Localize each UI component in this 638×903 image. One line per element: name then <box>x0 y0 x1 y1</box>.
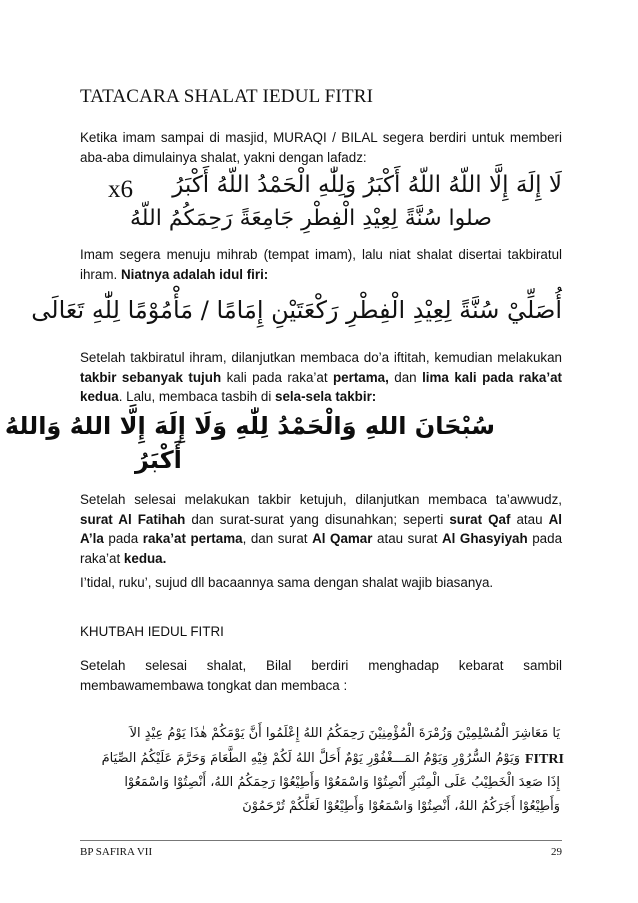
niat-arabic-line: أُصَلِّيْ سُنَّةً لِعِيْدِ الْفِطْرِ رَكْعَتَيْنِ إِمَامًا / مَأْمُوْمًا لِلّٰهِ تَعَالَى <box>31 296 562 324</box>
tasbih-line-2: أَكْبَرُ <box>135 446 182 474</box>
footer-label: BP SAFIRA VII <box>80 846 153 858</box>
footer-divider <box>80 840 562 841</box>
page-number: 29 <box>551 846 562 858</box>
khutbah-arabic-line-2: وَيَوْمُ السُّرُوْرِ وَيَوْمُ المَـــغْفُوْرِ يَوْمٌ أَحَلَّ اللهُ لَكُمْ فِيْهِ الطَّعَامَ وَحَرَّمَ عَلَيْكُمُ الصِّيَامَ <box>101 751 520 766</box>
khutbah-arabic-line-4: وَأَطِيْعُوْا أَجَرَكُمُ اللهُ، أَنْصِتُوْا وَاسْمَعُوْا وَأَطِيْعُوْا لَعَلَّكُمْ تُرْحَمُوْنَ <box>242 799 560 814</box>
fitri-label: FITRI <box>525 752 564 767</box>
tasbih-line-1: سُبْحَانَ اللهِ وَالْحَمْدُ لِلّٰهِ وَلَا إِلَهَ إِلَّا اللهُ وَاللهُ <box>4 412 495 440</box>
khutbah-arabic-line-3: إِذَا صَعِدَ الْخَطِيْبُ عَلَى الْمِنْبَرِ أَنْصِتُوْا وَاسْمَعُوْا وَأَطِيْعُوْا رَحِمَكُمُ اللهُ، أَنْصِتُوْا وَاسْمَعُوْا <box>124 775 560 790</box>
page-title: TATACARA SHALAT IEDUL FITRI <box>80 86 374 107</box>
niat-paragraph: Imam segera menuju mihrab (tempat imam), lalu niat shalat disertai takbiratul ihram. Niatnya adalah idul firi: <box>80 247 562 282</box>
tasbih-calligraphy <box>4 412 495 478</box>
khutbah-paragraph: Setelah selesai shalat, Bilal berdiri menghadap kebarat sambil membawamembawa tongkat dan membaca : <box>80 658 562 693</box>
takbir-paragraph: Setelah takbiratul ihram, dilanjutkan membaca do’a iftitah, kemudian melakukan takbir sebanyak tujuh kali pada raka’at pertama, dan lima kali pada raka’at kedua. Lalu, membaca tasbih di sela-sela takbir: <box>80 350 562 404</box>
section-title: KHUTBAH IEDUL FITRI <box>80 624 224 639</box>
document-page <box>4 0 564 903</box>
surat-paragraph: Setelah selesai melakukan takbir ketujuh, dilanjutkan membaca ta’awwudz, surat Al Fatihah dan surat-surat yang disunahkan; seperti surat Qaf atau Al A’la pada raka’at pertama, dan surat Al Qamar atau surat Al Ghasyiyah pada raka’at kedua. <box>80 492 563 566</box>
khutbah-arabic-line-1: يَا مَعَاشِرَ الْمُسْلِمِيْنَ وَزُمْرَةَ الْمُؤْمِنِيْنَ رَحِمَكُمُ اللهُ إِعْلَمُوا أَنَّ يَوْمَكُمْ هٰذَا يَوْمُ عِيْدٍ الاَ <box>129 726 560 741</box>
call-arabic-line: صلوا سُنَّةً لِعِيْدِ الْفِطْرِ جَامِعَةً رَحِمَكُمُ اللّهُ <box>129 206 492 231</box>
itidal-paragraph: I’tidal, ruku’, sujud dll bacaannya sama dengan shalat wajib biasanya. <box>80 575 494 590</box>
intro-paragraph: Ketika imam sampai di masjid, MURAQI / BILAL segera berdiri untuk memberi aba-aba dimulainya shalat, yakni dengan lafadz: <box>80 130 562 165</box>
takbir-arabic-line: لَا إِلَهَ إِلَّا اللّهُ اللّهُ أَكْبَرُ وَلِلّٰهِ الْحَمْدُ اللّهُ أَكْبَرُ <box>172 172 562 198</box>
takbir-repeat-count: x6 <box>108 176 133 203</box>
